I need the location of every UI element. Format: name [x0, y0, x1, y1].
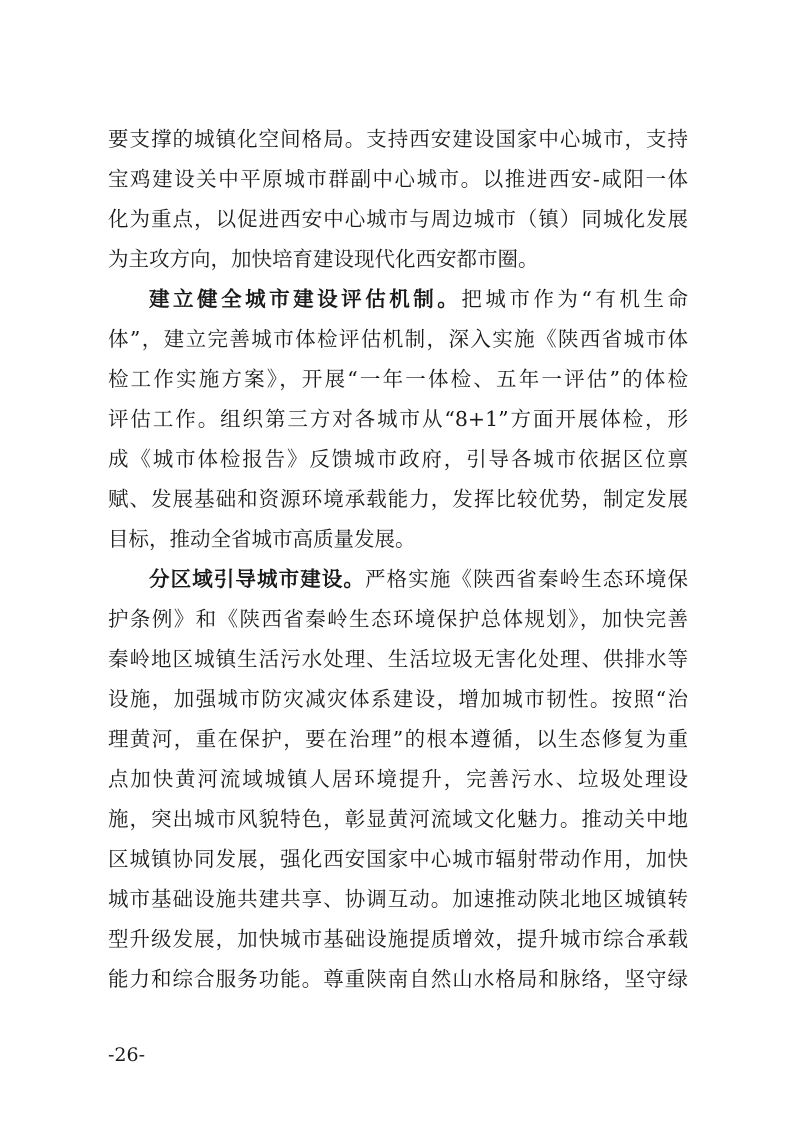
- paragraph-3-line-6: 点加快黄河流域城镇人居环境提升，完善污水、垃圾处理设: [108, 767, 688, 791]
- paragraph-1-line-1: 要支撑的城镇化空间格局。支持西安建设国家中心城市，支持: [108, 127, 688, 151]
- paragraph-3-line-10: 型升级发展，加快城市基础设施提质增效，提升城市综合承载: [108, 927, 688, 951]
- paragraph-2-line-5: 成《城市体检报告》反馈城市政府，引导各城市依据区位禀: [108, 447, 688, 471]
- paragraph-1-line-3: 化为重点，以促进西安中心城市与周边城市（镇）同城化发展: [108, 207, 688, 231]
- paragraph-1-line-4: 为主攻方向，加快培育建设现代化西安都市圈。: [108, 247, 539, 271]
- paragraph-2-line-1-text: 把城市作为“有机生命: [461, 287, 688, 311]
- paragraph-3-line-7: 施，突出城市风貌特色，彰显黄河流域文化魅力。推动关中地: [108, 807, 688, 831]
- paragraph-3-heading: 分区域引导城市建设。: [149, 567, 366, 591]
- paragraph-3-line-8: 区城镇协同发展，强化西安国家中心城市辐射带动作用，加快: [108, 847, 688, 871]
- paragraph-2-line-7: 目标，推动全省城市高质量发展。: [108, 527, 416, 551]
- paragraph-2-line-6: 赋、发展基础和资源环境承载能力，发挥比较优势，制定发展: [108, 487, 688, 511]
- paragraph-3-line-2: 护条例》和《陕西省秦岭生态环境保护总体规划》，加快完善: [108, 607, 688, 631]
- paragraph-2-line-1: [149, 281, 688, 317]
- paragraph-2-line-2: 体”，建立完善城市体检评估机制，深入实施《陕西省城市体: [108, 327, 688, 351]
- page-number: -26-: [108, 1044, 146, 1066]
- paragraph-3-line-5: 理黄河，重在保护，要在治理”的根本遵循，以生态修复为重: [108, 727, 688, 751]
- paragraph-3-line-1-text: 严格实施《陕西省秦岭生态环境保: [365, 567, 688, 591]
- paragraph-3-line-4: 设施，加强城市防灾减灾体系建设，增加城市韧性。按照“治: [108, 687, 688, 711]
- paragraph-3-line-11: 能力和综合服务功能。尊重陕南自然山水格局和脉络，坚守绿: [108, 967, 688, 991]
- paragraph-2-line-4: 评估工作。组织第三方对各城市从“8+1”方面开展体检，形: [108, 407, 688, 431]
- paragraph-2-heading: 建立健全城市建设评估机制。: [149, 287, 462, 311]
- paragraph-3-line-9: 城市基础设施共建共享、协调互动。加速推动陕北地区城镇转: [108, 887, 688, 911]
- paragraph-3-line-1: [149, 561, 688, 597]
- paragraph-3-line-3: 秦岭地区城镇生活污水处理、生活垃圾无害化处理、供排水等: [108, 647, 688, 671]
- paragraph-2-line-3: 检工作实施方案》，开展“一年一体检、五年一评估”的体检: [108, 367, 688, 391]
- paragraph-1-line-2: 宝鸡建设关中平原城市群副中心城市。以推进西安-咸阳一体: [108, 167, 688, 191]
